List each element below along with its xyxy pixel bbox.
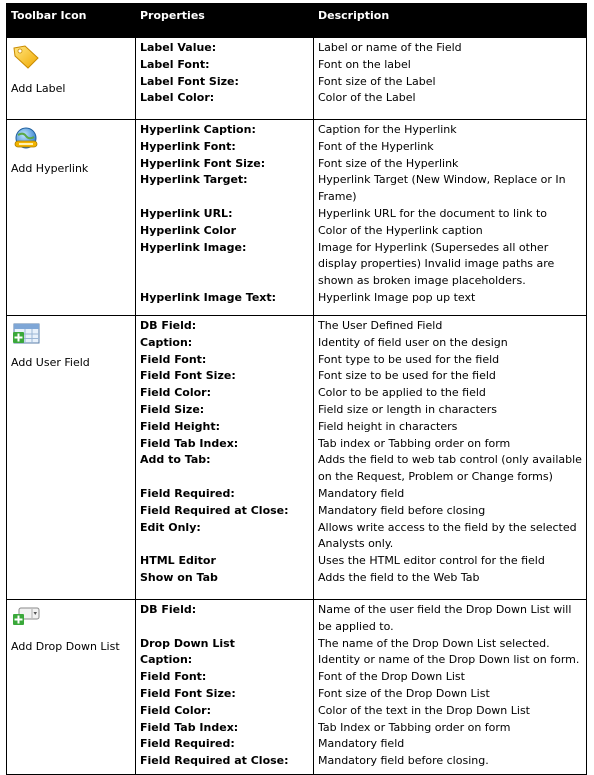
tag-icon	[11, 44, 131, 70]
property-name: Field Color:	[140, 386, 212, 400]
table-row	[7, 38, 587, 120]
toolbar-label: Add User Field	[11, 356, 90, 369]
property-description: Uses the HTML editor control for the field	[318, 554, 545, 568]
description-cell	[314, 38, 587, 120]
property-description: Color of the Label	[318, 91, 416, 105]
table-row	[7, 120, 587, 316]
property-description: Field size or length in characters	[318, 402, 497, 416]
property-name: Hyperlink URL:	[140, 206, 233, 220]
add-dropdown-icon	[11, 606, 131, 628]
property-description: Mandatory field	[318, 486, 405, 500]
property-name: Field Required:	[140, 737, 235, 751]
property-name: Field Required at Close:	[140, 503, 289, 517]
property-name: Field Font Size:	[140, 686, 236, 700]
property-name: Add to Tab:	[140, 453, 211, 467]
property-name: Drop Down List	[140, 636, 235, 650]
header-description: Description	[314, 4, 587, 38]
property-description: Hyperlink Target (New Window, Replace or In Frame)	[318, 173, 566, 204]
property-description: Font of the Drop Down List	[318, 670, 465, 684]
table-row	[7, 316, 587, 600]
property-description: The User Defined Field	[318, 319, 443, 332]
property-description: Image for Hyperlink (Supersedes all other display properties) Invalid image paths are shown as broken image placeholders.	[318, 240, 555, 288]
property-name: Field Required:	[140, 486, 235, 500]
property-description: Color of the Hyperlink caption	[318, 223, 483, 237]
header-toolbar-icon: Toolbar Icon	[7, 4, 136, 38]
toolbar-label: Add Hyperlink	[11, 162, 89, 175]
properties-cell	[136, 316, 314, 600]
property-name: Field Tab Index:	[140, 436, 239, 450]
header-properties: Properties	[136, 4, 314, 38]
property-name: Field Color:	[140, 703, 212, 717]
property-description: Color to be applied to the field	[318, 386, 486, 400]
toolbar-icon-cell	[7, 600, 136, 775]
property-description: Mandatory field	[318, 737, 405, 751]
properties-cell	[136, 38, 314, 120]
property-description: Mandatory field before closing	[318, 503, 486, 517]
globe-link-icon	[11, 126, 131, 152]
property-name: DB Field:	[140, 603, 197, 616]
property-name: Field Size:	[140, 402, 205, 416]
property-name: Field Tab Index:	[140, 720, 239, 734]
toolbar-icon-cell	[7, 38, 136, 120]
property-name: Field Font Size:	[140, 369, 236, 383]
property-description: Font size of the Drop Down List	[318, 686, 490, 700]
toolbar-label: Add Drop Down List	[11, 640, 120, 653]
property-name: DB Field:	[140, 319, 197, 332]
property-name: Label Font Size:	[140, 74, 239, 88]
properties-table	[6, 3, 587, 775]
toolbar-icon-cell	[7, 120, 136, 316]
property-description: The name of the Drop Down List selected.	[318, 636, 550, 650]
description-cell	[314, 120, 587, 316]
property-description: Adds the field to web tab control (only available on the Request, Problem or Change forms)	[318, 453, 582, 484]
property-description: Font on the label	[318, 57, 411, 71]
properties-cell	[136, 120, 314, 316]
property-name: Field Font:	[140, 352, 207, 366]
property-name: Edit Only:	[140, 520, 201, 534]
property-description: Font size to be used for the field	[318, 369, 496, 383]
property-description: Identity or name of the Drop Down list on form.	[318, 653, 580, 667]
property-description: Field height in characters	[318, 419, 458, 433]
add-field-icon	[11, 322, 131, 346]
property-description: Identity of field user on the design	[318, 335, 508, 349]
description-cell	[314, 316, 587, 600]
property-name: Show on Tab	[140, 570, 218, 584]
table-row	[7, 600, 587, 775]
table-header-row	[7, 4, 587, 38]
property-name: Field Required at Close:	[140, 754, 289, 768]
property-name: HTML Editor	[140, 554, 216, 568]
property-description: Label or name of the Field	[318, 41, 462, 54]
property-name: Label Color:	[140, 91, 215, 105]
property-name: Caption:	[140, 335, 193, 349]
property-name: Hyperlink Image Text:	[140, 290, 277, 304]
property-name: Hyperlink Color	[140, 223, 237, 237]
property-description: Allows write access to the field by the selected Analysts only.	[318, 520, 577, 551]
property-name: Field Height:	[140, 419, 221, 433]
property-description: Font of the Hyperlink	[318, 139, 434, 153]
description-cell	[314, 600, 587, 775]
property-description: Name of the user field the Drop Down List will be applied to.	[318, 603, 572, 633]
property-description: Color of the text in the Drop Down List	[318, 703, 530, 717]
toolbar-icon-cell	[7, 316, 136, 600]
property-description: Tab Index or Tabbing order on form	[318, 720, 511, 734]
property-name: Hyperlink Image:	[140, 240, 247, 254]
property-description: Adds the field to the Web Tab	[318, 570, 480, 584]
property-name: Hyperlink Font:	[140, 139, 236, 153]
property-name: Hyperlink Font Size:	[140, 156, 266, 170]
property-description: Hyperlink Image pop up text	[318, 290, 476, 304]
toolbar-label: Add Label	[11, 82, 66, 95]
property-name: Hyperlink Target:	[140, 173, 248, 187]
property-description: Hyperlink URL for the document to link to	[318, 206, 548, 220]
property-name: Label Value:	[140, 41, 217, 54]
property-description: Font size of the Label	[318, 74, 436, 88]
property-description: Tab index or Tabbing order on form	[318, 436, 511, 450]
property-description: Caption for the Hyperlink	[318, 123, 457, 136]
property-description: Font size of the Hyperlink	[318, 156, 459, 170]
property-description: Font type to be used for the field	[318, 352, 500, 366]
property-name: Label Font:	[140, 57, 210, 71]
property-name: Hyperlink Caption:	[140, 123, 256, 136]
property-description: Mandatory field before closing.	[318, 754, 489, 768]
property-name: Caption:	[140, 653, 193, 667]
properties-cell	[136, 600, 314, 775]
property-name: Field Font:	[140, 670, 207, 684]
